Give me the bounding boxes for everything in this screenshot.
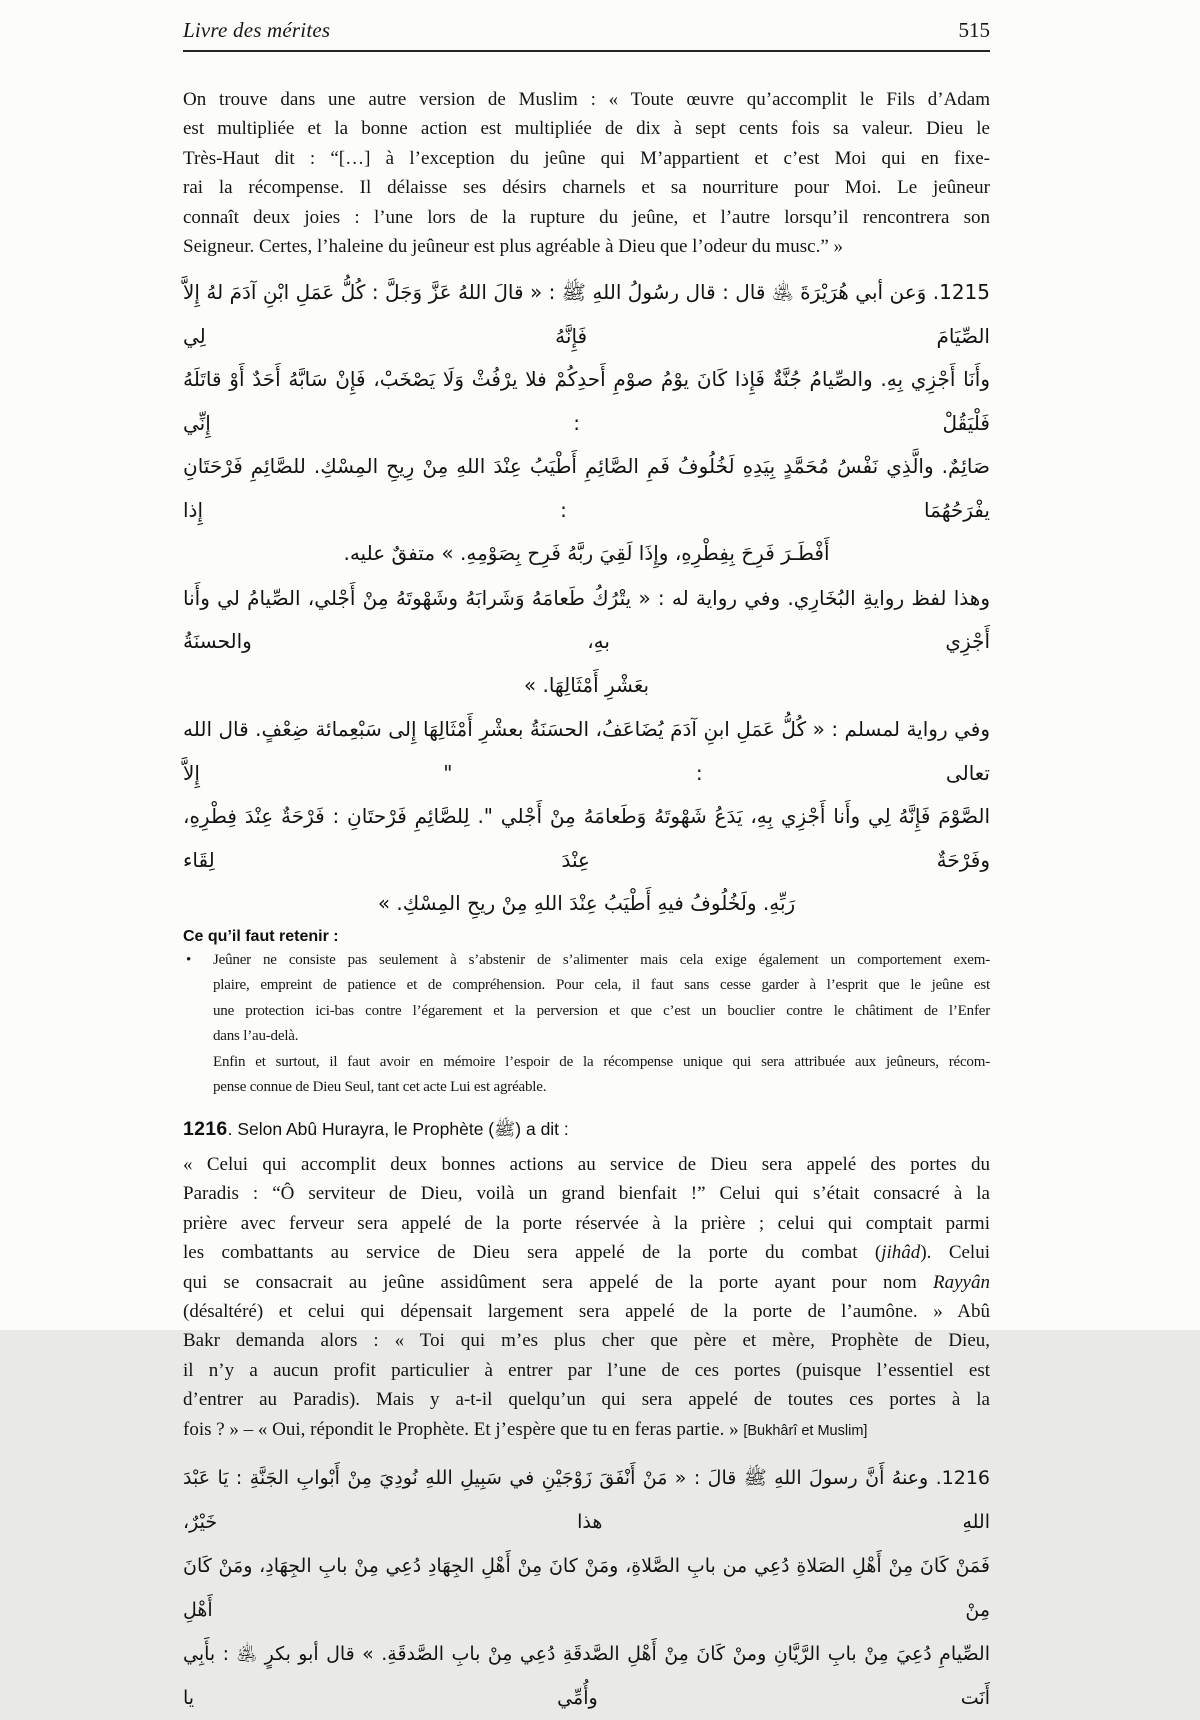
text-line: وأَنَا أَجْزِي بِهِ. والصِّيامُ جُنَّةٌ فَإِذا كَانَ يوْمُ صوْمِ أَحدِكُمْ فلا يرْفُثْ وَلَا يَصْخَبْ، فَإِنْ سَابَّهُ أَحَدٌ أَوْ قاتَلَهُ فَلْيَقُلْ : إِنِّي — [183, 367, 990, 435]
text-line: plaire, empreint de patience et de compréhension. Pour cela, il faut sans cesse garder à l’esprit que le jeûne est — [213, 977, 990, 994]
page-content — [183, 0, 990, 1720]
muslim-variant-arabic-text — [183, 708, 990, 926]
text-line: (désaltéré) et celui qui dépensait largement sera appelé de la porte de l’aumône. » Abû — [183, 1300, 990, 1322]
text-line: Paradis : “Ô serviteur de Dieu, voilà un grand bienfait !” Celui qui s’était consacré à la — [183, 1183, 990, 1205]
hadith-1216-heading-text: . Selon Abû Hurayra, le Prophète (ﷺ) a dit : — [227, 1118, 569, 1139]
text-line: الصَّوْمَ فَإِنَّهُ لِي وأَنا أَجْزِي بِهِ، يَدَعُ شَهْوتَهُ وَطَعامَهُ مِنْ أَجْلي ". لِلصَّائِمِ فَرْحتَانِ : فَرْحَةٌ عِنْدَ فِطْرِهِ، وفَرْحَةٌ عِنْدَ لِقَاء — [183, 804, 990, 872]
text-line: fois ? » – « Oui, répondit le Prophète. Et j’espère que tu en feras partie. » [Bukhârî et Muslim] — [183, 1418, 868, 1440]
text-line: Enfin et surtout, il faut avoir en mémoire l’espoir de la récompense unique qui sera attribuée aux jeûneurs, récom- — [213, 1053, 990, 1070]
key-points-body — [183, 948, 990, 1101]
key-points-heading: Ce qu’il faut retenir : — [183, 927, 339, 945]
text-line: qui se consacrait au jeûne assidûment sera appelé de la porte ayant pour nom Rayyân — [183, 1271, 990, 1293]
text-line: connaît deux joies : l’une lors de la rupture du jeûne, et l’autre lorsqu’il rencontrera son — [183, 206, 990, 228]
hadith-number: 1216 — [183, 1117, 228, 1140]
key-points-closing-text — [183, 1050, 990, 1101]
hadith-1215-arabic-text — [183, 271, 990, 576]
text-line: prière avec ferveur sera appelé de la porte réservée à la prière ; celui qui comptait parmi — [183, 1212, 990, 1234]
text-line: فَمَنْ كَانَ مِنْ أَهْلِ الصَلاةِ دُعِي من بابِ الصَّلاةِ، ومَنْ كانَ مِنْ أَهْلِ الجِهَادِ دُعِي مِنْ بابِ الجِهَادِ، ومَنْ كَانَ مِنْ أَهْلِ — [183, 1555, 990, 1621]
text-line: « Celui qui accomplit deux bonnes actions au service de Dieu sera appelé des portes du — [183, 1153, 990, 1175]
text-line: صَائِمٌ. والَّذِي نَفْسُ مُحَمَّدٍ بِيَدِهِ لَخُلُوفُ فَمِ الصَّائِمِ أَطْيَبُ عِنْدَ اللهِ مِنْ رِيحِ المِسْكِ. للصَّائِمِ فَرْحَتَانِ يفْرَحُهُمَا : إِذا — [183, 454, 990, 522]
text-line: les combattants au service de Dieu sera appelé de la porte du combat (jihâd). Celui — [183, 1242, 990, 1264]
intro-paragraph — [183, 85, 990, 261]
text-line: الصِّيامِ دُعِيَ مِنْ بابِ الرَّيَّانِ ومنْ كَانَ مِنْ أَهْلِ الصَّدقَةِ دُعِي مِنْ بابِ الصَّدقَةِ. » قال أبو بكرٍ ﵁ : بأَبِي أَنَت وأُمِّي يا — [183, 1643, 990, 1709]
text-line: وفي رواية لمسلم : « كُلُّ عَمَلِ ابنِ آدَمَ يُضَاعَفُ، الحسَنَةُ بعشْرِ أَمْثَالِهَا إِلى سَبْعِمائة ضِعْفٍ. قال الله تعالى : " إِلاَّ — [183, 717, 990, 785]
hadith-1216-arabic-text — [183, 1456, 990, 1720]
key-points-section — [183, 926, 990, 1101]
text-line: dans l’au-delà. — [213, 1028, 299, 1045]
text-line: رَبِّهِ. ولَخُلُوفُ فيهِ أَطْيَبُ عِنْدَ اللهِ مِنْ ريحِ المِسْكِ. » — [377, 891, 796, 916]
text-line: rai la récompense. Il délaisse ses désirs charnels et sa nourriture pour Moi. Le jeûneur — [183, 177, 990, 199]
hadith-1216-paragraph — [183, 1150, 990, 1446]
key-point-item — [183, 948, 990, 1050]
bullet-icon: • — [186, 951, 192, 968]
chapter-title: Livre des mérites — [183, 18, 331, 42]
text-line: Très-Haut dit : “[…] à l’exception du jeûne qui M’appartient et c’est Moi qui en fixe- — [183, 147, 990, 169]
text-line: Jeûner ne consiste pas seulement à s’abstenir de s’alimenter mais cela exige également un comportement exem- — [213, 951, 990, 968]
text-line: Seigneur. Certes, l’haleine du jeûneur est plus agréable à Dieu que l’odeur du musc.” » — [183, 236, 844, 258]
text-line: 1216. وعنهُ أَنَّ رسولَ اللهِ ﷺ قالَ : « مَنْ أَنْفَقَ زَوْجَيْنِ في سَبِيلِ اللهِ نُودِيَ مِنْ أَبْوابِ الجَنَّةِ : يَا عَبْدَ اللهِ هذا خَيْرٌ، — [183, 1467, 990, 1533]
text-line: Bakr demanda alors : « Toi qui m’es plus cher que père et mère, Prophète de Dieu, — [183, 1330, 990, 1352]
text-line: il n’y a aucun profit particulier à entrer par l’une de ces portes (puisque l’essentiel est — [183, 1359, 990, 1381]
text-line: بعَشْرِ أَمْثَالِهَا. » — [523, 672, 650, 697]
text-line: وهذا لفظ روايةِ البُخَارِي. وفي رواية له : « يتْرُكُ طَعامَهُ وَشَرابَهُ وشَهْوتَهُ مِنْ أَجْلي، الصِّيامُ لي وأَنا أَجْزِي بهِ، والحسنَةُ — [183, 585, 990, 654]
text-line: est multipliée et la bonne action est multipliée de dix à sept cents fois sa valeur. Dieu le — [183, 118, 990, 140]
text-line: d’entrer au Paradis). Mais y a-t-il quelqu’un qui sera appelé de toutes ces portes à la — [183, 1389, 990, 1411]
text-line: pense connue de Dieu Seul, tant cet acte Lui est agréable. — [213, 1079, 547, 1096]
text-line: أَفْطَـرَ فَرِحَ بِفِطْرِهِ، وإِذَا لَقِيَ ربَّهُ فَرِح بِصَوْمِهِ. » متفقٌ عليه. — [343, 541, 830, 566]
hadith-1216-heading — [183, 1117, 990, 1141]
page-header — [183, 0, 990, 43]
key-point-text — [213, 948, 990, 1050]
bukhari-variant-arabic-text — [183, 577, 990, 708]
page-number: 515 — [958, 18, 990, 42]
header-rule — [183, 50, 990, 52]
text-line: On trouve dans une autre version de Muslim : « Toute œuvre qu’accomplit le Fils d’Adam — [183, 89, 990, 110]
text-line: une protection ici-bas contre l’égarement et la perversion et que c’est un bouclier contre le châtiment de l’Enfer — [213, 1002, 990, 1019]
text-line: 1215. وَعن أبي هُرَيْرَةَ ﵁ قال : قال رسُولُ اللهِ ﷺ : « قالَ اللهُ عَزَّ وَجَلَّ : كُلُّ عَمَلِ ابْنِ آدَمَ لهُ إِلاَّ الصِّيَامَ فَإِنَّهُ لِي — [183, 280, 990, 348]
